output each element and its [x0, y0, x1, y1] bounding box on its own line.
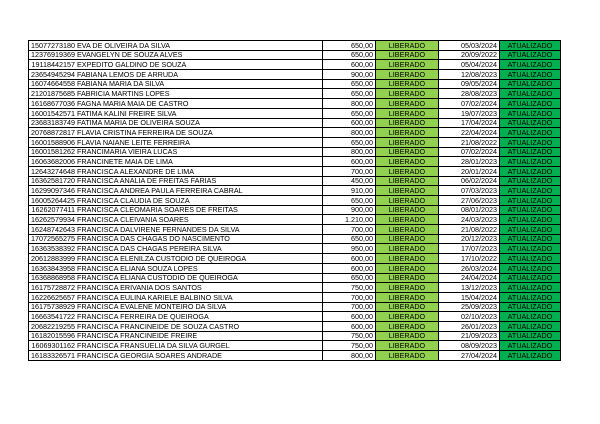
cpf-cell: 16069301162 — [29, 341, 76, 351]
cpf-cell: 16363538392 — [29, 244, 76, 254]
date-cell: 07/02/2024 — [438, 147, 499, 157]
value-cell: 650,00 — [322, 137, 375, 147]
name-cell: FRANCISCA FRANSUELIA DA SILVA GURGEL — [76, 341, 323, 351]
result-cell: ATUALIZADO — [499, 50, 560, 60]
status-cell: LIBERADO — [375, 351, 438, 361]
name-cell: FRANCISCA FERREIRA DE QUEIROGA — [76, 312, 323, 322]
result-cell: ATUALIZADO — [499, 196, 560, 206]
table-row — [29, 176, 561, 186]
name-cell: FABIANA LEMOS DE ARRUDA — [76, 70, 323, 80]
date-cell: 07/03/2023 — [438, 186, 499, 196]
table-row — [29, 41, 561, 51]
status-cell: LIBERADO — [375, 60, 438, 70]
date-cell: 25/09/2023 — [438, 302, 499, 312]
name-cell: EVANGELYN DE SOUZA ALVES — [76, 50, 323, 60]
table-row — [29, 225, 561, 235]
cpf-cell: 16368868958 — [29, 273, 76, 283]
table-row — [29, 147, 561, 157]
value-cell: 600,00 — [322, 321, 375, 331]
name-cell: FLAVIA NAIANE LEITE FERREIRA — [76, 137, 323, 147]
name-cell: FRANCIMARIA VIEIRA LUCAS — [76, 147, 323, 157]
status-cell: LIBERADO — [375, 41, 438, 51]
table-row — [29, 118, 561, 128]
table-row — [29, 205, 561, 215]
status-cell: LIBERADO — [375, 166, 438, 176]
value-cell: 650,00 — [322, 89, 375, 99]
result-cell: ATUALIZADO — [499, 186, 560, 196]
status-cell: LIBERADO — [375, 312, 438, 322]
status-cell: LIBERADO — [375, 205, 438, 215]
value-cell: 650,00 — [322, 79, 375, 89]
table-row — [29, 351, 561, 361]
table-row — [29, 273, 561, 283]
value-cell: 600,00 — [322, 263, 375, 273]
table-row — [29, 341, 561, 351]
name-cell: FRANCISCA CLEOMARIA SOARES DE FREITAS — [76, 205, 323, 215]
name-cell: FRANCISCA CLEIVANIA SOARES — [76, 215, 323, 225]
date-cell: 05/04/2024 — [438, 60, 499, 70]
value-cell: 800,00 — [322, 99, 375, 109]
date-cell: 21/08/2022 — [438, 137, 499, 147]
status-cell: LIBERADO — [375, 128, 438, 138]
date-cell: 07/02/2024 — [438, 99, 499, 109]
value-cell: 650,00 — [322, 234, 375, 244]
result-cell: ATUALIZADO — [499, 176, 560, 186]
value-cell: 600,00 — [322, 254, 375, 264]
table-row — [29, 128, 561, 138]
result-cell: ATUALIZADO — [499, 292, 560, 302]
date-cell: 12/08/2023 — [438, 70, 499, 80]
status-cell: LIBERADO — [375, 176, 438, 186]
value-cell: 800,00 — [322, 351, 375, 361]
value-cell: 1.210,00 — [322, 215, 375, 225]
status-cell: LIBERADO — [375, 157, 438, 167]
cpf-cell: 15077273180 — [29, 41, 76, 51]
cpf-cell: 16168677036 — [29, 99, 76, 109]
result-cell: ATUALIZADO — [499, 79, 560, 89]
cpf-cell: 16182015596 — [29, 331, 76, 341]
date-cell: 21/08/2022 — [438, 225, 499, 235]
value-cell: 650,00 — [322, 196, 375, 206]
name-cell: EXPEDITO GALDINO DE SOUZA — [76, 60, 323, 70]
table-row — [29, 283, 561, 293]
result-cell: ATUALIZADO — [499, 321, 560, 331]
cpf-cell: 16175728872 — [29, 283, 76, 293]
result-cell: ATUALIZADO — [499, 215, 560, 225]
value-cell: 650,00 — [322, 108, 375, 118]
cpf-cell: 16248742643 — [29, 225, 76, 235]
name-cell: FRANCISCA ELIANA SOUZA LOPES — [76, 263, 323, 273]
table-row — [29, 331, 561, 341]
date-cell: 27/06/2023 — [438, 196, 499, 206]
table-body — [29, 41, 561, 361]
result-cell: ATUALIZADO — [499, 225, 560, 235]
cpf-cell: 19118442157 — [29, 60, 76, 70]
value-cell: 650,00 — [322, 41, 375, 51]
cpf-cell: 16663541722 — [29, 312, 76, 322]
cpf-cell: 16363843958 — [29, 263, 76, 273]
result-cell: ATUALIZADO — [499, 70, 560, 80]
name-cell: FRANCISCA CLAUDIA DE SOUZA — [76, 196, 323, 206]
result-cell: ATUALIZADO — [499, 108, 560, 118]
status-cell: LIBERADO — [375, 273, 438, 283]
status-cell: LIBERADO — [375, 341, 438, 351]
value-cell: 700,00 — [322, 302, 375, 312]
value-cell: 700,00 — [322, 292, 375, 302]
result-cell: ATUALIZADO — [499, 60, 560, 70]
table-row — [29, 234, 561, 244]
name-cell: FABIANA MARIA DA SILVA — [76, 79, 323, 89]
date-cell: 20/09/2022 — [438, 50, 499, 60]
cpf-cell: 16262077411 — [29, 205, 76, 215]
table-row — [29, 79, 561, 89]
cpf-cell: 12643274648 — [29, 166, 76, 176]
result-cell: ATUALIZADO — [499, 99, 560, 109]
value-cell: 800,00 — [322, 147, 375, 157]
date-cell: 17/04/2024 — [438, 118, 499, 128]
date-cell: 26/03/2024 — [438, 263, 499, 273]
cpf-cell: 16001581262 — [29, 147, 76, 157]
table-row — [29, 244, 561, 254]
result-cell: ATUALIZADO — [499, 89, 560, 99]
date-cell: 24/04/2024 — [438, 273, 499, 283]
value-cell: 900,00 — [322, 70, 375, 80]
status-cell: LIBERADO — [375, 292, 438, 302]
spreadsheet-table — [28, 40, 561, 361]
status-cell: LIBERADO — [375, 331, 438, 341]
date-cell: 26/01/2023 — [438, 321, 499, 331]
value-cell: 600,00 — [322, 157, 375, 167]
name-cell: FRANCISCA ALEXANDRE DE LIMA — [76, 166, 323, 176]
result-cell: ATUALIZADO — [499, 137, 560, 147]
table-row — [29, 60, 561, 70]
status-cell: LIBERADO — [375, 89, 438, 99]
value-cell: 700,00 — [322, 166, 375, 176]
name-cell: FRANCISCA ELIANA CUSTODIO DE QUEIROGA — [76, 273, 323, 283]
table-row — [29, 215, 561, 225]
value-cell: 650,00 — [322, 50, 375, 60]
cpf-cell: 16183326571 — [29, 351, 76, 361]
cpf-cell: 16001542571 — [29, 108, 76, 118]
date-cell: 15/04/2024 — [438, 292, 499, 302]
result-cell: ATUALIZADO — [499, 273, 560, 283]
cpf-cell: 16299097346 — [29, 186, 76, 196]
value-cell: 650,00 — [322, 273, 375, 283]
table-row — [29, 166, 561, 176]
result-cell: ATUALIZADO — [499, 128, 560, 138]
result-cell: ATUALIZADO — [499, 147, 560, 157]
name-cell: FRANCISCA DAS CHAGAS DO NASCIMENTO — [76, 234, 323, 244]
table-row — [29, 292, 561, 302]
result-cell: ATUALIZADO — [499, 244, 560, 254]
status-cell: LIBERADO — [375, 225, 438, 235]
status-cell: LIBERADO — [375, 254, 438, 264]
name-cell: FATIMA KALINI FREIRE SILVA — [76, 108, 323, 118]
status-cell: LIBERADO — [375, 147, 438, 157]
name-cell: FRANCISCA DALVIRENE FERNANDES DA SILVA — [76, 225, 323, 235]
value-cell: 910,00 — [322, 186, 375, 196]
table-row — [29, 321, 561, 331]
date-cell: 08/09/2023 — [438, 341, 499, 351]
name-cell: FRANCISCA EULINA KARIELE BALBINO SILVA — [76, 292, 323, 302]
status-cell: LIBERADO — [375, 196, 438, 206]
date-cell: 13/12/2023 — [438, 283, 499, 293]
name-cell: FRANCINETE MAIA DE LIMA — [76, 157, 323, 167]
value-cell: 700,00 — [322, 225, 375, 235]
cpf-cell: 16074664558 — [29, 79, 76, 89]
cpf-cell: 12376919369 — [29, 50, 76, 60]
name-cell: FRANCISCA EVALENE MONTEIRO DA SILVA — [76, 302, 323, 312]
result-cell: ATUALIZADO — [499, 254, 560, 264]
table-row — [29, 186, 561, 196]
date-cell: 19/07/2023 — [438, 108, 499, 118]
cpf-cell: 20768872817 — [29, 128, 76, 138]
date-cell: 09/05/2024 — [438, 79, 499, 89]
name-cell: FRANCISCA ANDREA PAULA FERREIRA CABRAL — [76, 186, 323, 196]
status-cell: LIBERADO — [375, 118, 438, 128]
name-cell: FRANCISCA FRANCINEIDE DE SOUZA CASTRO — [76, 321, 323, 331]
name-cell: FAGNA MARIA MAIA DE CASTRO — [76, 99, 323, 109]
cpf-cell: 16226625657 — [29, 292, 76, 302]
date-cell: 02/10/2023 — [438, 312, 499, 322]
result-cell: ATUALIZADO — [499, 118, 560, 128]
table-row — [29, 254, 561, 264]
date-cell: 17/07/2023 — [438, 244, 499, 254]
result-cell: ATUALIZADO — [499, 263, 560, 273]
date-cell: 27/04/2024 — [438, 351, 499, 361]
date-cell: 21/09/2023 — [438, 331, 499, 341]
date-cell: 20/01/2024 — [438, 166, 499, 176]
result-cell: ATUALIZADO — [499, 41, 560, 51]
cpf-cell: 16001588906 — [29, 137, 76, 147]
status-cell: LIBERADO — [375, 283, 438, 293]
cpf-cell: 23654945294 — [29, 70, 76, 80]
name-cell: FRANCISCA ANALIA DE FREITAS FARIAS — [76, 176, 323, 186]
status-cell: LIBERADO — [375, 99, 438, 109]
result-cell: ATUALIZADO — [499, 205, 560, 215]
status-cell: LIBERADO — [375, 70, 438, 80]
status-cell: LIBERADO — [375, 79, 438, 89]
result-cell: ATUALIZADO — [499, 166, 560, 176]
result-cell: ATUALIZADO — [499, 157, 560, 167]
name-cell: FLAVIA CRISTINA FERREIRA DE SOUZA — [76, 128, 323, 138]
status-cell: LIBERADO — [375, 186, 438, 196]
value-cell: 600,00 — [322, 312, 375, 322]
status-cell: LIBERADO — [375, 234, 438, 244]
result-cell: ATUALIZADO — [499, 302, 560, 312]
date-cell: 06/02/2024 — [438, 176, 499, 186]
cpf-cell: 16175738929 — [29, 302, 76, 312]
status-cell: LIBERADO — [375, 137, 438, 147]
value-cell: 600,00 — [322, 118, 375, 128]
date-cell: 28/01/2023 — [438, 157, 499, 167]
table-row — [29, 70, 561, 80]
date-cell: 08/01/2023 — [438, 205, 499, 215]
date-cell: 28/08/2023 — [438, 89, 499, 99]
table-row — [29, 50, 561, 60]
status-cell: LIBERADO — [375, 302, 438, 312]
date-cell: 17/10/2022 — [438, 254, 499, 264]
name-cell: FRANCISCA FRANCINEIDE FREIRE — [76, 331, 323, 341]
result-cell: ATUALIZADO — [499, 234, 560, 244]
cpf-cell: 20612883999 — [29, 254, 76, 264]
table-row — [29, 108, 561, 118]
name-cell: FABRICIA MARTINS LOPES — [76, 89, 323, 99]
status-cell: LIBERADO — [375, 263, 438, 273]
date-cell: 20/12/2023 — [438, 234, 499, 244]
table-row — [29, 89, 561, 99]
cpf-cell: 17072565275 — [29, 234, 76, 244]
cpf-cell: 16262579934 — [29, 215, 76, 225]
status-cell: LIBERADO — [375, 321, 438, 331]
name-cell: FRANCISCA ERIVANIA DOS SANTOS — [76, 283, 323, 293]
value-cell: 750,00 — [322, 331, 375, 341]
cpf-cell: 16063682006 — [29, 157, 76, 167]
name-cell: EVA DE OLIVEIRA DA SILVA — [76, 41, 323, 51]
value-cell: 750,00 — [322, 341, 375, 351]
cpf-cell: 23683183749 — [29, 118, 76, 128]
name-cell: FRANCISCA ELENILZA CUSTODIO DE QUEIROGA — [76, 254, 323, 264]
status-cell: LIBERADO — [375, 244, 438, 254]
name-cell: FATIMA MARIA DE OLIVEIRA SOUZA — [76, 118, 323, 128]
table-row — [29, 157, 561, 167]
status-cell: LIBERADO — [375, 108, 438, 118]
table-row — [29, 99, 561, 109]
status-cell: LIBERADO — [375, 50, 438, 60]
name-cell: FRANCISCA GEORGIA SOARES ANDRADE — [76, 351, 323, 361]
table-row — [29, 312, 561, 322]
result-cell: ATUALIZADO — [499, 312, 560, 322]
table-row — [29, 196, 561, 206]
value-cell: 800,00 — [322, 128, 375, 138]
value-cell: 900,00 — [322, 205, 375, 215]
result-cell: ATUALIZADO — [499, 351, 560, 361]
status-cell: LIBERADO — [375, 215, 438, 225]
date-cell: 22/04/2024 — [438, 128, 499, 138]
cpf-cell: 21201875685 — [29, 89, 76, 99]
result-cell: ATUALIZADO — [499, 331, 560, 341]
cpf-cell: 20682219255 — [29, 321, 76, 331]
date-cell: 05/03/2024 — [438, 41, 499, 51]
table-row — [29, 263, 561, 273]
table-row — [29, 302, 561, 312]
date-cell: 24/03/2023 — [438, 215, 499, 225]
result-cell: ATUALIZADO — [499, 283, 560, 293]
cpf-cell: 16005264425 — [29, 196, 76, 206]
cpf-cell: 16362581720 — [29, 176, 76, 186]
result-cell: ATUALIZADO — [499, 341, 560, 351]
table-row — [29, 137, 561, 147]
value-cell: 450,00 — [322, 176, 375, 186]
name-cell: FRANCISCA DAS CHAGAS PEREIRA SILVA — [76, 244, 323, 254]
value-cell: 950,00 — [322, 244, 375, 254]
value-cell: 600,00 — [322, 60, 375, 70]
value-cell: 750,00 — [322, 283, 375, 293]
